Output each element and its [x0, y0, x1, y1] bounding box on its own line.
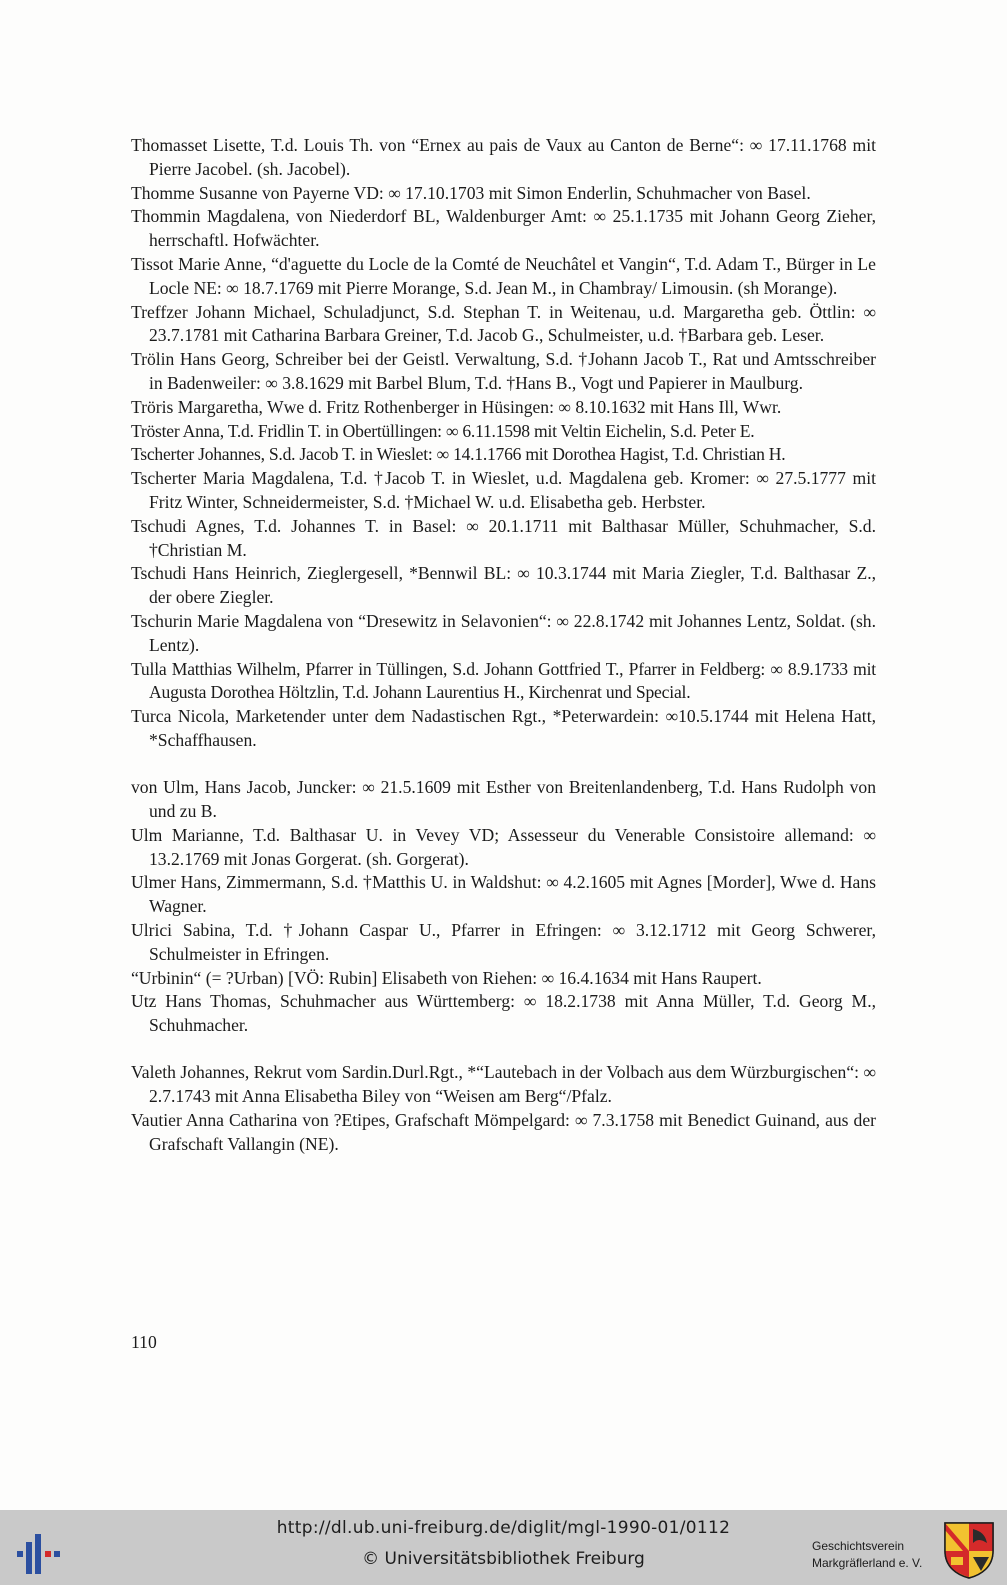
- footer-bar: [0, 1510, 1007, 1585]
- entry: Tscherter Maria Magdalena, T.d. †Jacob T. in Wieslet, u.d. Magdalena geb. Kromer: ∞ 27.5.1777 mit Fritz Winter, Schneidermeister, S.d. †Michael W. u.d. Elisabetha geb. Herbster.: [131, 468, 876, 512]
- permalink-url[interactable]: http://dl.ub.uni-freiburg.de/diglit/mgl-1990-01/0112: [276, 1518, 731, 1538]
- section-gap: [131, 753, 876, 777]
- entry: Tröris Margaretha, Wwe d. Fritz Rothenberger in Hüsingen: ∞ 8.10.1632 mit Hans Ill, Wwr.: [131, 396, 782, 417]
- entry: Vautier Anna Catharina von ?Etipes, Grafschaft Mömpelgard: ∞ 7.3.1758 mit Benedict Guinand, aus der Grafschaft Vallangin (NE).: [131, 1110, 876, 1154]
- entry: Ulm Marianne, T.d. Balthasar U. in Vevey VD; Assesseur du Venerable Consistoire allemand: ∞ 13.2.1769 mit Jonas Gorgerat. (sh. Gorgerat).: [131, 824, 876, 869]
- entry: Ulrici Sabina, T.d. †Johann Caspar U., Pfarrer in Efringen: ∞ 3.12.1712 mit Georg Schwerer, Schulmeister in Efringen.: [131, 920, 876, 964]
- entry: Turca Nicola, Marketender unter dem Nadastischen Rgt., *Peterwardein: ∞10.5.1744 mit Helena Hatt, *Schaffhausen.: [131, 706, 876, 750]
- entry: Tschudi Hans Heinrich, Zieglergesell, *Bennwil BL: ∞ 10.3.1744 mit Maria Ziegler, T.d. Balthasar Z., der obere Ziegler.: [131, 563, 876, 608]
- entry: Tissot Marie Anne, “d'aguette du Locle de la Comté de Neuchâtel et Vangin“, T.d. Adam T., Bürger in Le Locle NE: ∞ 18.7.1769 mit Pierre Morange, S.d. Jean M., in Chambray/ Limousin. (sh Morange).: [131, 253, 876, 298]
- society-name: [812, 1538, 922, 1572]
- entry: Thomasset Lisette, T.d. Louis Th. von “Ernex au pais de Vaux au Canton de Berne“: ∞ 17.11.1768 mit Pierre Jacobel. (sh. Jacobel).: [131, 135, 876, 179]
- entry: Treffzer Johann Michael, Schuladjunct, S.d. Stephan T. in Weitenau, u.d. Margaretha geb. Öttlin: ∞ 23.7.1781 mit Catharina Barbara Greiner, T.d. Jacob G., Schulmeister, u.d. †Barbara geb. Leser.: [131, 301, 876, 346]
- entry: Tschudi Agnes, T.d. Johannes T. in Basel: ∞ 20.1.1711 mit Balthasar Müller, Schuhmacher, S.d. †Christian M.: [131, 515, 876, 560]
- entry: Tröster Anna, T.d. Fridlin T. in Obertüllingen: ∞ 6.11.1598 mit Veltin Eichelin, S.d. Peter E.: [131, 420, 755, 441]
- entry: Utz Hans Thomas, Schuhmacher aus Württemberg: ∞ 18.2.1738 mit Anna Müller, T.d. Georg M., Schuhmacher.: [131, 991, 876, 1036]
- entry: Tulla Matthias Wilhelm, Pfarrer in Tüllingen, S.d. Johann Gottfried T., Pfarrer in Feldberg: ∞ 8.9.1733 mit Augusta Dorothea Höltzlin, T.d. Johann Laurentius H., Kirchenrat und Special.: [131, 658, 876, 703]
- entry: Thomme Susanne von Payerne VD: ∞ 17.10.1703 mit Simon Enderlin, Schuhmacher von Basel.: [131, 182, 811, 203]
- entry-list: [131, 134, 876, 1157]
- coat-of-arms-icon: [943, 1521, 995, 1579]
- page-number: 110: [131, 1332, 157, 1352]
- section-gap: [131, 1038, 876, 1062]
- entry: Valeth Johannes, Rekrut vom Sardin.Durl.Rgt., *“Lautebach in der Volbach aus dem Würzburgischen“: ∞ 2.7.1743 mit Anna Elisabetha Biley von “Weisen am Berg“/Pfalz.: [131, 1062, 876, 1107]
- entry: “Urbinin“ (= ?Urban) [VÖ: Rubin] Elisabeth von Riehen: ∞ 16.4.1634 mit Hans Raupert.: [131, 967, 762, 988]
- society-line: Markgräflerland e. V.: [812, 1556, 923, 1570]
- copyright-notice: © Universitätsbibliothek Freiburg: [362, 1549, 645, 1569]
- entry: Ulmer Hans, Zimmermann, S.d. †Matthis U. in Waldshut: ∞ 4.2.1605 mit Agnes [Morder], Wwe d. Hans Wagner.: [131, 872, 876, 917]
- entry: Tscherter Johannes, S.d. Jacob T. in Wieslet: ∞ 14.1.1766 mit Dorothea Hagist, T.d. Christian H.: [131, 444, 786, 465]
- entry: Trölin Hans Georg, Schreiber bei der Geistl. Verwaltung, S.d. †Johann Jacob T., Rat und Amtsschreiber in Badenweiler: ∞ 3.8.1629 mit Barbel Blum, T.d. †Hans B., Vogt und Papierer in Maulburg.: [131, 349, 876, 393]
- society-line: Geschichtsverein: [812, 1539, 905, 1553]
- entry: Thommin Magdalena, von Niederdorf BL, Waldenburger Amt: ∞ 25.1.1735 mit Johann Georg Zieher, herrschaftl. Hofwächter.: [131, 206, 876, 251]
- entry: Tschurin Marie Magdalena von “Dresewitz in Selavonien“: ∞ 22.8.1742 mit Johannes Lentz, Soldat. (sh. Lentz).: [131, 610, 876, 655]
- entry: von Ulm, Hans Jacob, Juncker: ∞ 21.5.1609 mit Esther von Breitenlandenberg, T.d. Hans Rudolph von und zu B.: [131, 777, 876, 822]
